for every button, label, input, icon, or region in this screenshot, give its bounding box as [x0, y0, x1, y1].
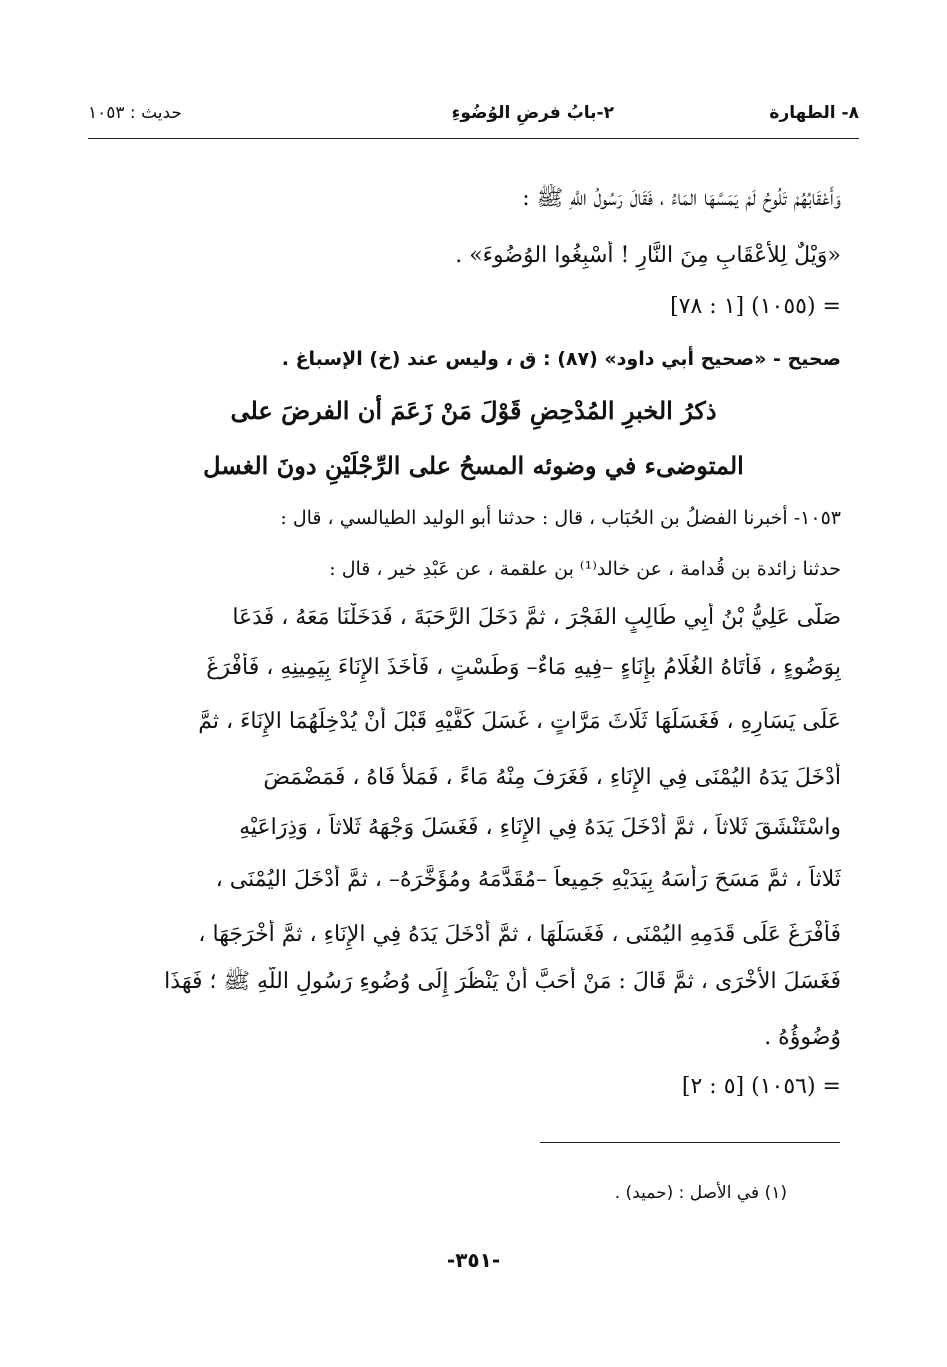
- chapter-heading-line: ذكرُ الخبرِ المُدْحِضِ قَوْلَ مَنْ زَعَمَ أن الفرضَ على: [230, 396, 717, 425]
- grading-line: صحيح - «صحيح أبي داود» (٨٧) : ق ، وليس عند (خ) الإسباغ .: [281, 348, 841, 370]
- matn-line: عَلَى يَسَارِهِ ، فَغَسَلَهَا ثَلَاثَ مَرَّاتٍ ، غَسَلَ كَفَّيْهِ قَبْلَ أَنْ يُدْخِلَهُمَا الإِنَاءَ ، ثمَّ: [198, 709, 841, 734]
- matn-line: فَأَفْرَغَ عَلَى قَدَمِهِ اليُمْنَى ، فَغَسَلَهَا ، ثمَّ أَدْخَلَ يَدَهُ فِي الإِنَاءِ ، ثمَّ أَخْرَجَهَا ،: [198, 922, 841, 947]
- matn-line: فَغَسَلَ الأُخْرَى ، ثمَّ قَالَ : مَنْ أَحَبَّ أَنْ يَنْظُرَ إِلَى وُضُوءِ رَسُولِ اللَّهِ ﷺ ؛ فَهَذَا: [164, 969, 841, 994]
- cross-reference: = (١٠٥٦) [٥ : ٢]: [681, 1074, 841, 1099]
- page-number: -٣٥١-: [446, 1248, 501, 1272]
- text-line: وَأَعْقَابُهُمْ تَلُوحُ لَمْ يَمَسَّهَا المَاءُ ، فَقَالَ رَسُولُ اللَّهِ ﷺ :: [522, 186, 841, 211]
- matn-line: وُضُوؤُهُ .: [764, 1025, 841, 1050]
- text-line: «وَيْلٌ لِلأَعْقَابِ مِنَ النَّارِ ! أَسْبِغُوا الوُضُوءَ» .: [455, 243, 841, 268]
- chapter-heading-line: المتوضىء في وضوئه المسحُ على الرِّجْلَيْنِ دونَ الغسل: [203, 451, 744, 480]
- footnote: (١) في الأصل : (حميد) .: [614, 1183, 787, 1203]
- matn-line: بِوَضُوءٍ ، فَأَتَاهُ الغُلَامُ بإِنَاءٍ –فِيهِ مَاءٌ– وَطَسْتٍ ، فَأَخَذَ الإِنَاءَ بِيَمِينِهِ ، فَأَفْرَغَ: [206, 655, 841, 680]
- section-title: ٢-بابُ فرضِ الوُضُوءِ: [451, 103, 614, 123]
- footnote-divider: [540, 1142, 840, 1143]
- isnad-line: ١٠٥٣- أخبرنا الفضلُ بن الحُبَاب ، قال : حدثنا أبو الوليد الطيالسي ، قال :: [280, 507, 841, 529]
- matn-line: واسْتَنْشَقَ ثَلاثاً ، ثمَّ أَدْخَلَ يَدَهُ فِي الإِنَاءِ ، فَغَسَلَ وَجْهَهُ ثَلاثاً ، وَذِرَاعَيْهِ: [239, 815, 841, 840]
- chapter-title: ٨- الطهارة: [769, 103, 859, 123]
- isnad-line: حدثنا زائدة بن قُدامة ، عن خالد⁽¹⁾ بن علقمة ، عن عَبْدِ خير ، قال :: [329, 558, 841, 580]
- cross-reference: = (١٠٥٥) [١ : ٧٨]: [670, 294, 841, 319]
- matn-line: أَدْخَلَ يَدَهُ اليُمْنَى فِي الإِنَاءِ ، فَغَرَفَ مِنْهُ مَاءً ، فَمَلأَ فَاهُ ، فَمَضْمَضَ: [263, 765, 841, 790]
- matn-line: صَلَّى عَلِيُّ بْنُ أَبِي طَالِبٍ الفَجْرَ ، ثمَّ دَخَلَ الرَّحَبَةَ ، فَدَخَلْنَا مَعَهُ ، فَدَعَا: [232, 605, 841, 630]
- matn-line: ثَلاثاً ، ثمَّ مَسَحَ رَأْسَهُ بِيَدَيْهِ جَمِيعاً –مُقَدَّمَهُ ومُؤَخَّرَهُ– ، ثمَّ أَدْخَلَ اليُمْنَى ،: [215, 867, 841, 892]
- hadith-reference: حديث : ١٠٥٣: [88, 103, 182, 123]
- running-header: [88, 103, 859, 133]
- header-divider: [88, 138, 859, 139]
